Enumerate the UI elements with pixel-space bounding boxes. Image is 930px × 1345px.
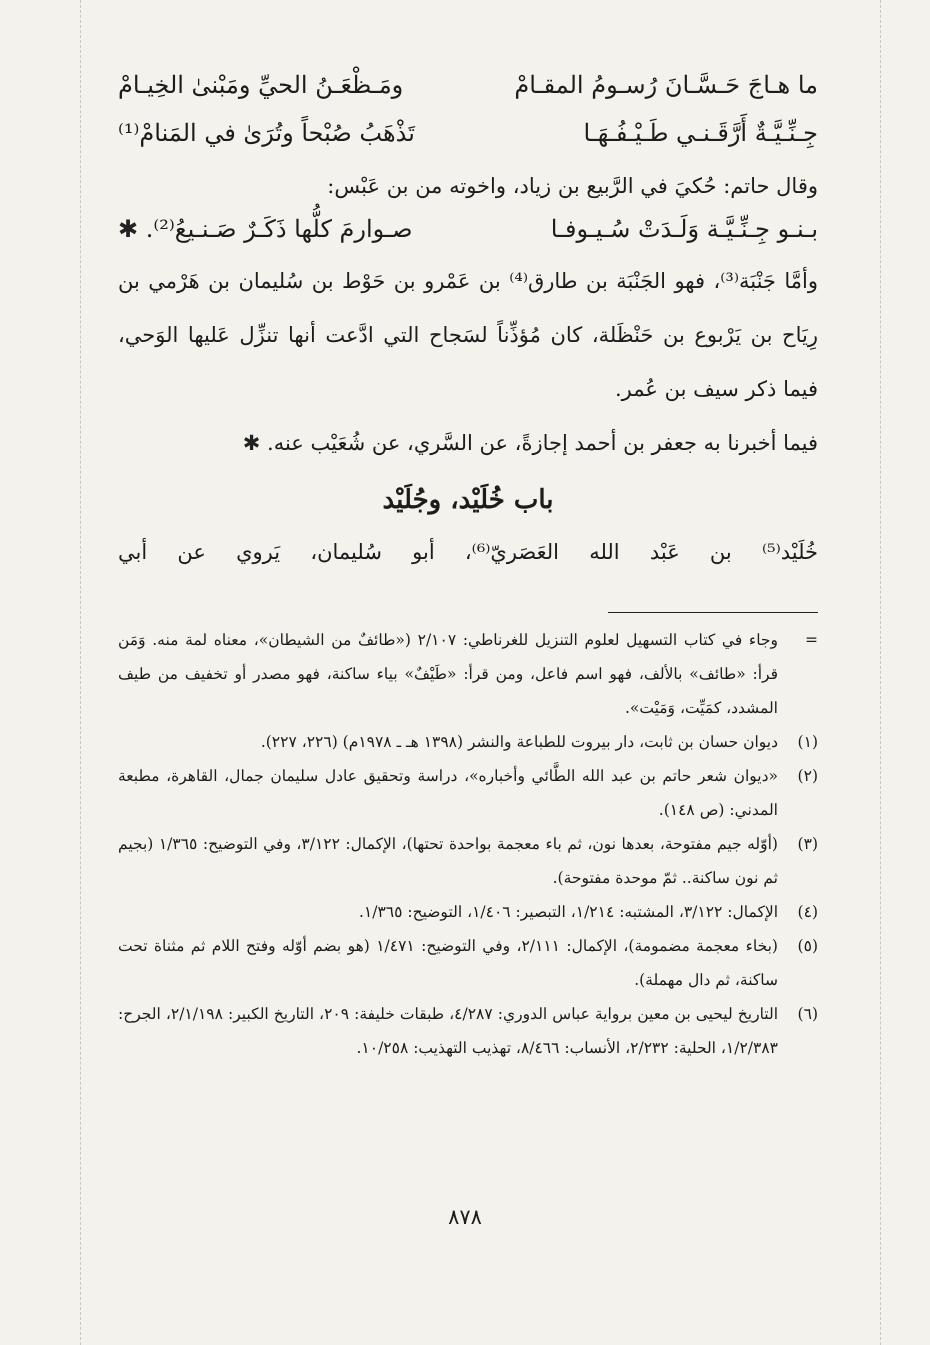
footnote-number: (٥) bbox=[797, 937, 818, 955]
footnote-number: = bbox=[805, 631, 818, 649]
hemistich-second: تَذْهَبُ صُبْحاً وتُرَىٰ في المَنامْ⁽¹⁾ bbox=[118, 119, 415, 147]
verse-line bbox=[118, 214, 818, 244]
page-body bbox=[118, 70, 818, 1065]
footnote-text: التاريخ ليحيى بن معين برواية عباس الدوري: ٤/٢٨٧، طبقات خليفة: ٢٠٩، التاريخ الكبير: ٢/١/١٩٨، الجرح: ١/٢/٣٨٣، الحلية: ٢/٢٣٢، الأنساب: ٨/٤٦٦، تهذيب التهذيب: ١٠/٢٥٨. bbox=[118, 1005, 778, 1057]
hemistich-first: بـنـو جِـنِّـيَّـة وَلَـدَتْ سُـيـوفـا bbox=[550, 215, 818, 243]
hemistich-second: ومَـظْعَـنُ الحيِّ ومَبْنىٰ الخِيـامْ bbox=[118, 71, 404, 99]
footnote bbox=[118, 827, 818, 895]
footnote-text: (أوّله جيم مفتوحة، بعدها نون، ثم باء معجمة بواحدة تحتها)، الإكمال: ٣/١٢٢، وفي التوضيح: ١/٣٦٥ (بجيم ثم نون ساكنة.. ثمّ موحدة مفتوحة). bbox=[118, 835, 778, 887]
page-number: ٨٧٨ bbox=[448, 1205, 482, 1229]
footnote-number: (٢) bbox=[797, 767, 818, 785]
footnote bbox=[118, 623, 818, 725]
star-mark: ✱ bbox=[118, 215, 139, 243]
star-mark: ✱ bbox=[242, 431, 261, 455]
verse-line bbox=[118, 70, 818, 100]
footnote-number: (٦) bbox=[797, 1005, 818, 1023]
footnotes bbox=[118, 623, 818, 1065]
intro-paragraph: وقال حاتم: حُكيَ في الرَّبيع بن زياد، واخوته من بن عَبْس: bbox=[327, 174, 818, 198]
chain-paragraph bbox=[118, 416, 818, 470]
hemistich-first: ما هـاجَ حَـسَّـانَ رُسـومُ المقـامْ bbox=[514, 71, 818, 99]
footnote bbox=[118, 997, 818, 1065]
footnote bbox=[118, 929, 818, 997]
body-paragraph: وأمَّا جَنْبَة⁽³⁾، فهو الجَنْبَة بن طارق⁽⁴⁾ بن عَمْرو بن حَوْط بن سُليمان بن هَرْمي بن رِيَاح بن يَرْبوع بن حَنْظَلة، كان مُؤذِّناً لسَجاح التي ادَّعت أنها تنزِّل عَليها الوَحي، فيما ذكر سيف بن عُمر. bbox=[118, 269, 819, 401]
footnote bbox=[118, 895, 818, 929]
verse-line bbox=[118, 118, 818, 148]
section-heading: باب خُلَيْد، وجُلَيْد bbox=[382, 485, 554, 515]
hemistich-second bbox=[118, 214, 412, 244]
footnote bbox=[118, 759, 818, 827]
footnote-rule bbox=[608, 612, 818, 613]
footnote-text: «ديوان شعر حاتم بن عبد الله الطَّائي وأخباره»، دراسة وتحقيق عادل سليمان جمال، القاهرة، مطبعة المدني: (ص ١٤٨). bbox=[118, 767, 778, 819]
entry-paragraph: خُلَيْد⁽⁵⁾ بن عَبْد الله العَصَريّ⁽⁶⁾، أبو سُليمان، يَروي عن أبي bbox=[118, 540, 819, 564]
chain-text: فيما أخبرنا به جعفر بن أحمد إجازةً، عن السَّري، عن شُعَيْب عنه. bbox=[267, 431, 818, 455]
footnote-text: (بخاء معجمة مضمومة)، الإكمال: ٢/١١١، وفي التوضيح: ١/٤٧١ (هو بضم أوّله وفتح اللام ثم مثناة تحت ساكنة، ثم دال مهملة). bbox=[118, 937, 778, 989]
page-gutter-line bbox=[80, 0, 81, 1345]
footnote-text: الإكمال: ٣/١٢٢، المشتبه: ١/٢١٤، التبصير: ١/٤٠٦، التوضيح: ١/٣٦٥. bbox=[358, 903, 778, 921]
hemistich-first: جِـنِّـيَّـةٌ أَرَّقَـنـي طَـيْـفُـهَـا bbox=[583, 119, 818, 147]
hemistich-second-text: صـوارمَ كلُّها ذَكَـرٌ صَـنـيعُ⁽²⁾. bbox=[145, 215, 413, 243]
page-gutter-line bbox=[880, 0, 881, 1345]
footnote-number: (٤) bbox=[797, 903, 818, 921]
footnote-number: (٣) bbox=[797, 835, 818, 853]
footnote-text: ديوان حسان بن ثابت، دار بيروت للطباعة والنشر (١٣٩٨ هـ ـ ١٩٧٨م) (٢٢٦، ٢٢٧). bbox=[260, 733, 778, 751]
footnote-number: (١) bbox=[797, 733, 818, 751]
footnote-text: وجاء في كتاب التسهيل لعلوم التنزيل للغرناطي: ٢/١٠٧ («طائفٌ من الشيطان»، معناه لمة منه. وَمَن قرأ: «طائف» بالألف، فهو اسم فاعل، ومن قرأ: «طَيْفٌ» بياء ساكنة، فهو مصدر أو تخفيف من طيف المشدد، كمَيِّت، وَمَيْت». bbox=[118, 631, 778, 717]
footnote bbox=[118, 725, 818, 759]
